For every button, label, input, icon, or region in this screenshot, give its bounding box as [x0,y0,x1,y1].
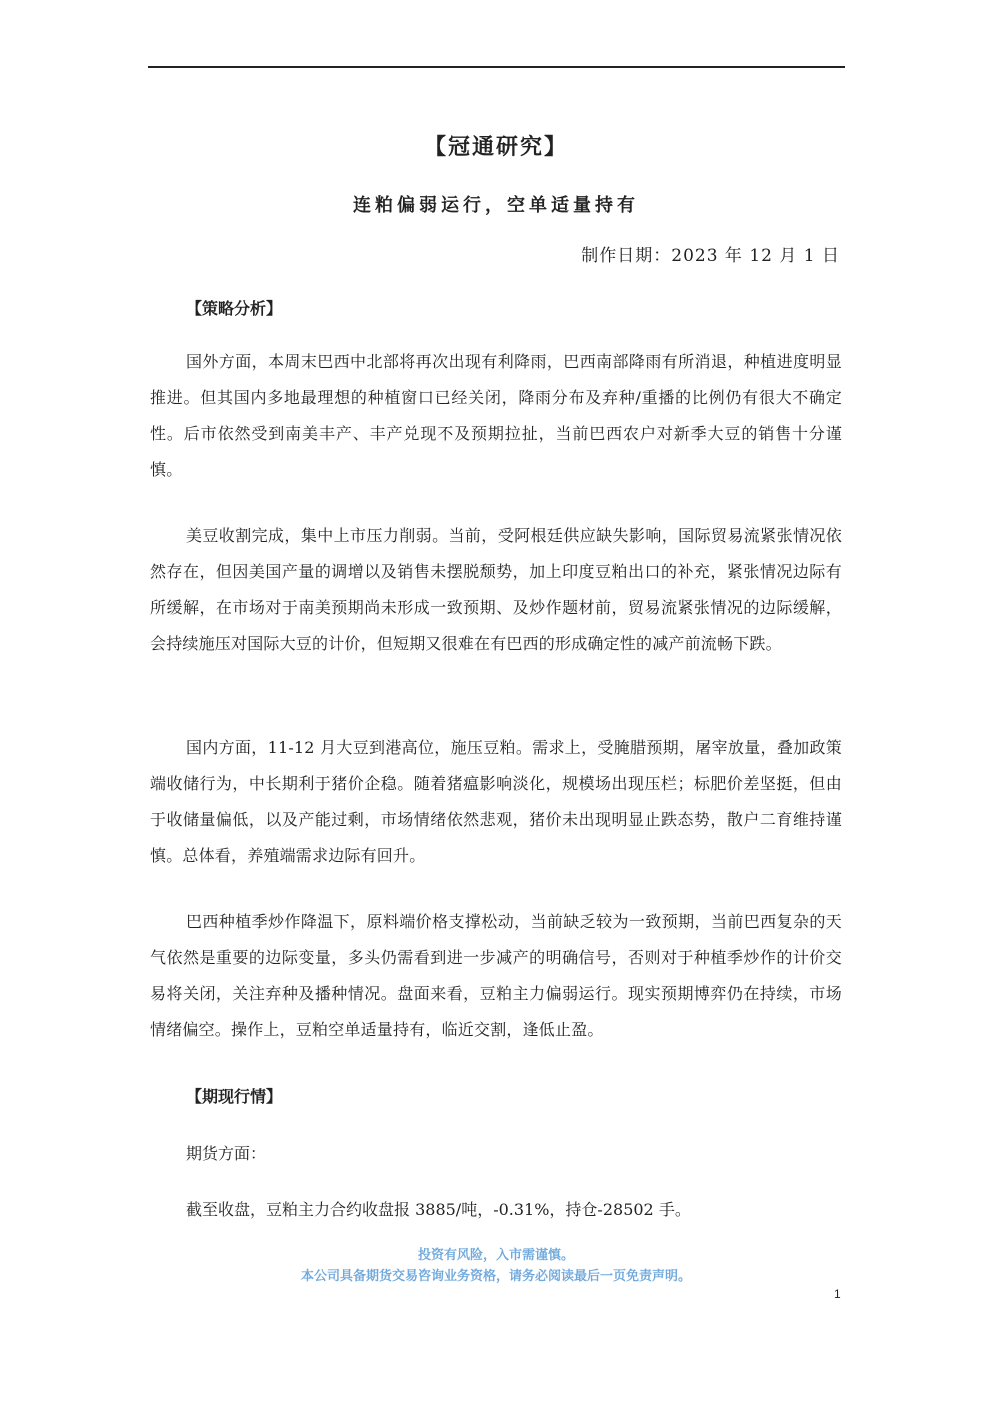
strategy-paragraph: 巴西种植季炒作降温下，原料端价格支撑松动，当前缺乏较为一致预期，当前巴西复杂的天气依然是重要的边际变量，多头仍需看到进一步减产的明确信号，否则对于种植季炒作的计价交易将关闭，关注弃种及播种情况。盘面来看，豆粕主力偏弱运行。现实预期博弈仍在持续，市场情绪偏空。操作上，豆粕空单适量持有，临近交割，逢低止盈。 [150,912,842,1039]
futures-summary: 截至收盘，豆粕主力合约收盘报 3885/吨，-0.31%，持仓-28502 手。 [186,1200,691,1219]
strategy-paragraph: 美豆收割完成，集中上市压力削弱。当前，受阿根廷供应缺失影响，国际贸易流紧张情况依然存在，但因美国产量的调增以及销售未摆脱颓势，加上印度豆粕出口的补充，紧张情况边际有所缓解，在市场对于南美预期尚未形成一致预期、及炒作题材前，贸易流紧张情况的边际缓解，会持续施压对国际大豆的计价，但短期又很难在有巴西的形成确定性的减产前流畅下跌。 [150,526,842,653]
risk-disclaimer: 投资有风险，入市需谨慎。 [417,1248,574,1263]
strategy-paragraph: 国外方面，本周末巴西中北部将再次出现有利降雨，巴西南部降雨有所消退，种植进度明显推进。但其国内多地最理想的种植窗口已经关闭，降雨分布及弃种/重播的比例仍有很大不确定性。后市依然受到南美丰产、丰产兑现不及预期拉扯，当前巴西农户对新季大豆的销售十分谨慎。 [150,352,842,479]
section-heading-market: 【期现行情】 [186,1087,283,1106]
report-brand-title: 【冠通研究】 [423,134,568,160]
report-date: 制作日期：2023 年 12 月 1 日 [581,246,840,266]
legal-disclaimer: 本公司具备期货交易咨询业务资格，请务必阅读最后一页免责声明。 [300,1269,691,1284]
report-headline: 连粕偏弱运行，空单适量持有 [353,195,639,216]
section-heading-strategy: 【策略分析】 [186,299,283,318]
strategy-paragraph: 国内方面，11-12 月大豆到港高位，施压豆粕。需求上，受腌腊预期，屠宰放量，叠加政策端收储行为，中长期利于猪价企稳。随着猪瘟影响淡化，规模场出现压栏；标肥价差坚挺，但由于收储量偏低，以及产能过剩，市场情绪依然悲观，猪价未出现明显止跌态势，散户二育维持谨慎。总体看，养殖端需求边际有回升。 [150,738,842,865]
futures-label: 期货方面： [186,1144,267,1163]
header-rule [148,66,845,68]
page-number: 1 [834,1287,841,1301]
